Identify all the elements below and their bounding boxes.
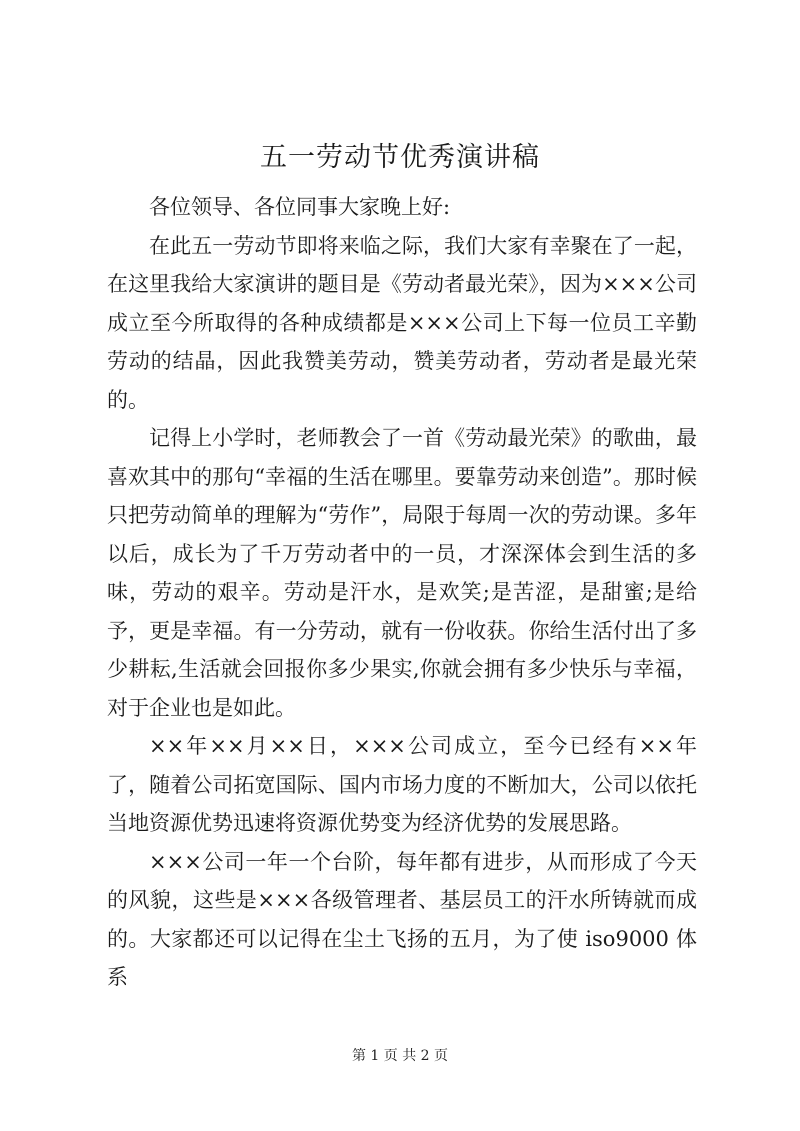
document-title: 五一劳动节优秀演讲稿 xyxy=(260,142,540,173)
paragraph: 记得上小学时，老师教会了一首《劳动最光荣》的歌曲，最喜欢其中的那句“幸福的生活在哪里。要靠劳动来创造”。那时候只把劳动简单的理解为“劳作”，局限于每周一次的劳动课。多年以后，成长为了千万劳动者中的一员，才深深体会到生活的多味，劳动的艰辛。劳动是汗水，是欢笑;是苦涩，是甜蜜;是给予，更是幸福。有一分劳动，就有一份收获。你给生活付出了多少耕耘,生活就会回报你多少果实,你就会拥有多少快乐与幸福，对于企业也是如此。 xyxy=(107,426,697,720)
paragraph: 在此五一劳动节即将来临之际，我们大家有幸聚在了一起，在这里我给大家演讲的题目是《劳动者最光荣》，因为×××公司成立至今所取得的各种成绩都是×××公司上下每一位员工辛勤劳动的结晶，因此我赞美劳动，赞美劳动者，劳动者是最光荣的。 xyxy=(107,233,697,412)
document-body xyxy=(107,188,697,997)
page-footer: 第 1 页 共 2 页 xyxy=(351,1048,449,1064)
paragraph: ×××公司一年一个台阶，每年都有进步，从而形成了今天的风貌，这些是×××各级管理者、基层员工的汗水所铸就而成的。大家都还可以记得在尘土飞扬的五月，为了使 iso9000 体系 xyxy=(107,849,697,989)
paragraph-greeting: 各位领导、各位同事大家晚上好: xyxy=(149,195,451,219)
paragraph: ××年××月××日，×××公司成立，至今已经有××年了，随着公司拓宽国际、国内市场力度的不断加大，公司以依托当地资源优势迅速将资源优势变为经济优势的发展思路。 xyxy=(107,734,697,835)
